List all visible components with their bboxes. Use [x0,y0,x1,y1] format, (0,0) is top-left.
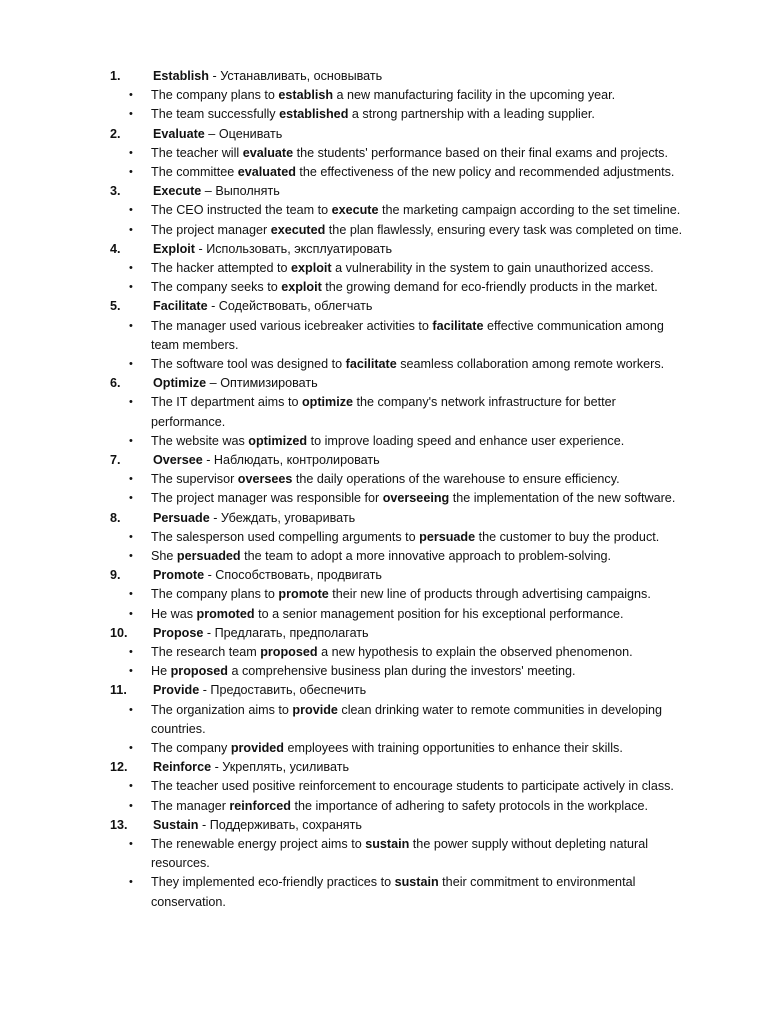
example-text: The teacher will evaluate the students' performance based on their final exams and projects. [151,146,668,160]
entry-term: Promote [153,568,205,582]
keyword-highlight: persuaded [176,549,241,563]
bullet-icon: • [129,704,133,716]
keyword-highlight: execute [331,203,379,217]
example-text: He proposed a comprehensive business plan during the investors' meeting. [151,664,576,678]
keyword-highlight: promote [278,587,329,601]
keyword-highlight: evaluate [242,146,294,160]
entry-term: Evaluate [153,127,205,141]
bullet-icon: • [129,224,133,236]
bullet-icon: • [129,742,133,754]
bullet-icon: • [129,147,133,159]
entry-title [153,624,369,643]
example-text: She persuaded the team to adopt a more innovative approach to problem-solving. [151,549,611,563]
example-text: The supervisor oversees the daily operations of the warehouse to ensure efficiency. [151,472,620,486]
example-text: The company seeks to exploit the growing demand for eco-friendly products in the market. [151,280,658,294]
keyword-highlight: provided [230,741,284,755]
entry-number: 11. [110,683,127,697]
entry-translation: Оценивать [218,127,283,141]
entry-translation: Наблюдать, контролировать [213,453,380,467]
entry-title [153,566,382,585]
bullet-icon: • [129,838,133,850]
entry-separator: - [194,242,207,256]
example-text: The company provided employees with training opportunities to enhance their skills. [151,741,623,755]
entry-separator: – [204,127,219,141]
bullet-icon: • [129,358,133,370]
entry-number: 2. [110,127,121,141]
entry-term: Exploit [153,242,195,256]
entry-number: 5. [110,299,121,313]
entry-number: 3. [110,184,121,198]
example-text: The manager reinforced the importance of adhering to safety protocols in the workplace. [151,799,649,813]
example-text: The software tool was designed to facilitate seamless collaboration among remote workers. [151,357,665,371]
entry-title [153,182,280,201]
example-text: The IT department aims to optimize the company's network infrastructure for better [151,395,616,409]
bullet-icon: • [129,166,133,178]
entry-number: 4. [110,242,121,256]
entry-separator: - [209,511,221,525]
keyword-highlight: sustain [394,875,439,889]
keyword-highlight: proposed [260,645,318,659]
entry-number: 12. [110,760,128,774]
bullet-icon: • [129,588,133,600]
entry-separator: - [209,69,221,83]
entry-separator: - [199,683,211,697]
keyword-highlight: persuade [419,530,476,544]
bullet-icon: • [129,89,133,101]
entry-title [153,681,366,700]
entry-separator: - [203,626,215,640]
entry-title [153,816,362,835]
entry-separator: - [207,299,219,313]
keyword-highlight: promoted [196,607,255,621]
entry-separator: - [211,760,223,774]
keyword-highlight: facilitate [345,357,397,371]
bullet-icon: • [129,108,133,120]
entry-term: Execute [153,184,202,198]
keyword-highlight: exploit [291,261,332,275]
example-text: countries. [151,722,206,736]
example-text: The organization aims to provide clean drinking water to remote communities in developing [151,703,663,717]
example-text: conservation. [151,895,226,909]
keyword-highlight: reinforced [229,799,291,813]
example-text: The company plans to promote their new line of products through advertising campaigns. [151,587,651,601]
entry-translation: Способствовать, продвигать [215,568,382,582]
entry-number: 6. [110,376,121,390]
bullet-icon: • [129,320,133,332]
bullet-icon: • [129,204,133,216]
bullet-icon: • [129,492,133,504]
example-text: The hacker attempted to exploit a vulnerability in the system to gain unauthorized access. [151,261,654,275]
example-text: They implemented eco-friendly practices to sustain their commitment to environmental [151,875,636,889]
entry-term: Sustain [153,818,199,832]
entry-number: 8. [110,511,121,525]
entry-translation: Устанавливать, основывать [220,69,383,83]
keyword-highlight: optimize [301,395,354,409]
entry-term: Oversee [153,453,203,467]
keyword-highlight: established [279,107,349,121]
entry-number: 10. [110,626,128,640]
entry-number: 1. [110,69,121,83]
keyword-highlight: provide [292,703,338,717]
example-text: The teacher used positive reinforcement to encourage students to participate actively in class. [151,779,674,793]
entry-term: Optimize [153,376,207,390]
keyword-highlight: exploit [281,280,322,294]
bullet-icon: • [129,435,133,447]
example-text: The CEO instructed the team to execute the marketing campaign according to the set timeline. [151,203,681,217]
bullet-icon: • [129,665,133,677]
entry-number: 13. [110,818,128,832]
entry-term: Facilitate [153,299,208,313]
entry-title [153,509,355,528]
entry-translation: Использовать, эксплуатировать [206,242,393,256]
bullet-icon: • [129,646,133,658]
keyword-highlight: facilitate [432,319,484,333]
example-text: The company plans to establish a new manufacturing facility in the upcoming year. [151,88,616,102]
entry-separator: - [198,818,210,832]
bullet-icon: • [129,876,133,888]
keyword-highlight: overseeing [382,491,450,505]
bullet-icon: • [129,608,133,620]
entry-translation: Предлагать, предполагать [214,626,369,640]
bullet-icon: • [129,531,133,543]
bullet-icon: • [129,262,133,274]
entry-term: Provide [153,683,200,697]
entry-translation: Укреплять, усиливать [222,760,350,774]
example-text: The project manager executed the plan flawlessly, ensuring every task was completed on time. [151,223,683,237]
keyword-highlight: executed [270,223,326,237]
entry-translation: Оптимизировать [220,376,318,390]
entry-translation: Выполнять [215,184,280,198]
example-text: The research team proposed a new hypothesis to explain the observed phenomenon. [151,645,633,659]
entry-title [153,374,318,393]
entry-separator: - [204,568,216,582]
entry-translation: Содействовать, облегчать [218,299,373,313]
entry-translation: Поддерживать, сохранять [209,818,362,832]
example-text: performance. [151,415,226,429]
entry-translation: Предоставить, обеспечить [210,683,367,697]
entry-title [153,125,282,144]
keyword-highlight: sustain [365,837,410,851]
keyword-highlight: optimized [248,434,308,448]
entry-separator: - [202,453,214,467]
bullet-icon: • [129,550,133,562]
example-text: The salesperson used compelling arguments to persuade the customer to buy the product. [151,530,660,544]
example-text: The team successfully established a strong partnership with a leading supplier. [151,107,595,121]
keyword-highlight: evaluated [237,165,296,179]
bullet-icon: • [129,396,133,408]
entry-term: Persuade [153,511,210,525]
entry-number: 9. [110,568,121,582]
entry-title [153,297,372,316]
keyword-highlight: oversees [237,472,293,486]
bullet-icon: • [129,281,133,293]
keyword-highlight: proposed [170,664,228,678]
entry-number: 7. [110,453,121,467]
entry-term: Establish [153,69,209,83]
bullet-icon: • [129,780,133,792]
entry-term: Reinforce [153,760,212,774]
example-text: The renewable energy project aims to sustain the power supply without depleting natural [151,837,649,851]
entry-title [153,758,349,777]
entry-separator: – [206,376,221,390]
example-text: The website was optimized to improve loading speed and enhance user experience. [151,434,625,448]
entry-title [153,240,392,259]
entry-separator: – [201,184,216,198]
example-text: team members. [151,338,239,352]
example-text: The project manager was responsible for overseeing the implementation of the new software. [151,491,676,505]
bullet-icon: • [129,473,133,485]
example-text: resources. [151,856,210,870]
entry-title [153,67,382,86]
entry-translation: Убеждать, уговаривать [220,511,356,525]
example-text: He was promoted to a senior management position for his exceptional performance. [151,607,624,621]
example-text: The manager used various icebreaker activities to facilitate effective communication among [151,319,664,333]
example-text: The committee evaluated the effectiveness of the new policy and recommended adjustments. [151,165,675,179]
bullet-icon: • [129,800,133,812]
keyword-highlight: establish [278,88,334,102]
entry-term: Propose [153,626,204,640]
entry-title [153,451,380,470]
